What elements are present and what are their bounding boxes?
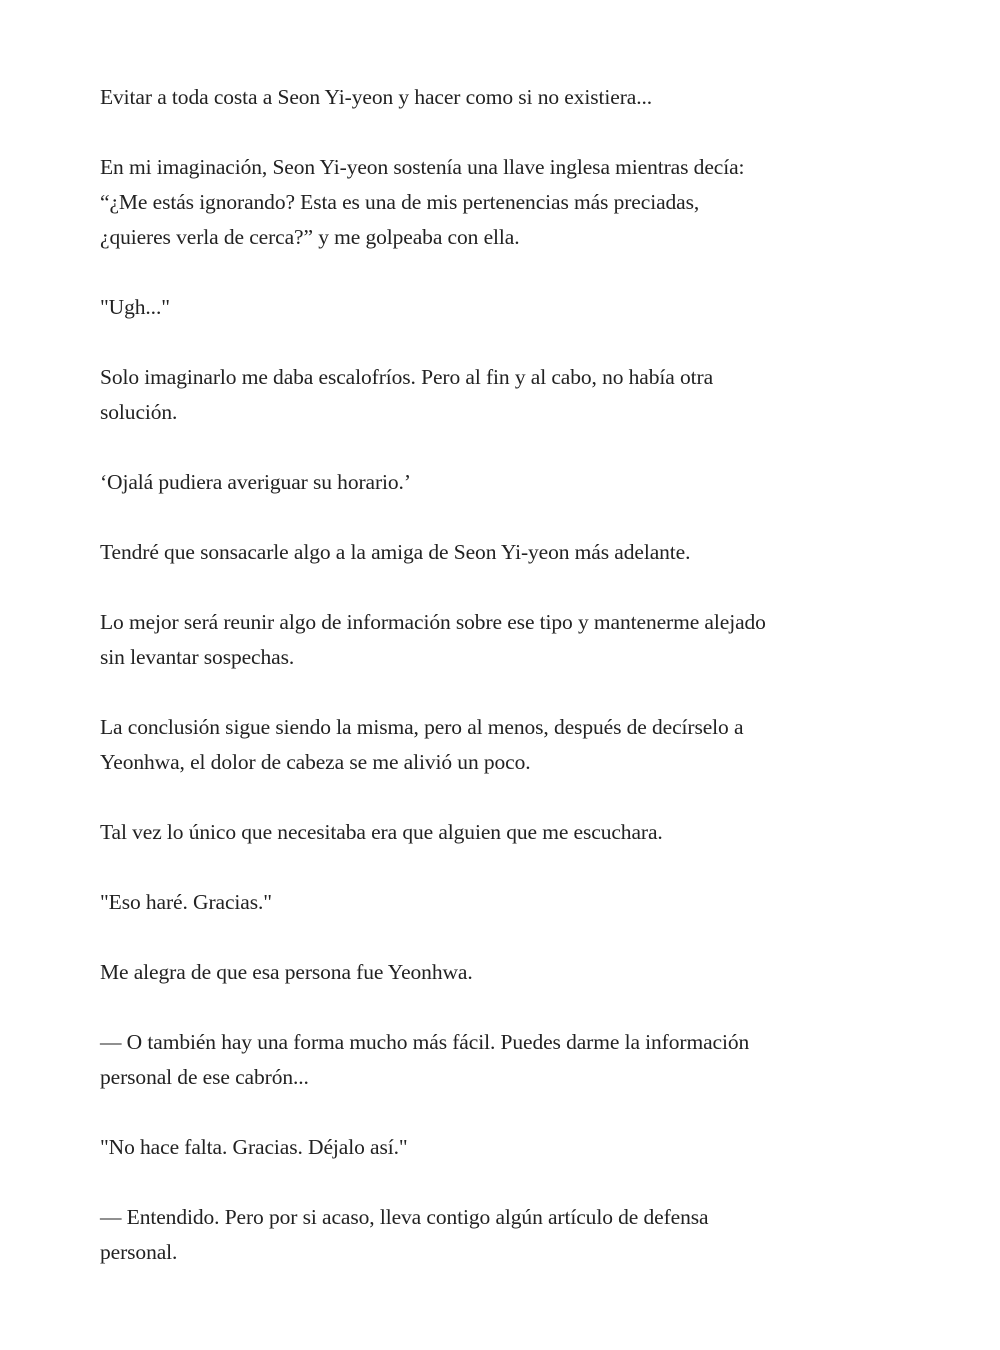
paragraph-11 [100, 955, 900, 990]
text-line: Tal vez lo único que necesitaba era que alguien que me escuchara. [100, 820, 663, 844]
text-line: — O también hay una forma mucho más fácil. Puedes darme la información [100, 1030, 750, 1054]
paragraph-14 [100, 1200, 900, 1270]
text-line: Yeonhwa, el dolor de cabeza se me alivió un poco. [100, 750, 531, 774]
text-line: personal de ese cabrón... [100, 1065, 309, 1089]
paragraph-2 [100, 150, 900, 255]
paragraph-12 [100, 1025, 900, 1095]
paragraph-6 [100, 535, 900, 570]
text-line: Solo imaginarlo me daba escalofríos. Pero al fin y al cabo, no había otra [100, 365, 714, 389]
paragraph-5 [100, 465, 900, 500]
text-line: sin levantar sospechas. [100, 645, 295, 669]
text-line: personal. [100, 1240, 178, 1264]
text-line: En mi imaginación, Seon Yi-yeon sostenía una llave inglesa mientras decía: [100, 155, 745, 179]
text-line: solución. [100, 400, 178, 424]
text-line: Lo mejor será reunir algo de información sobre ese tipo y mantenerme alejado [100, 610, 766, 634]
text-line: La conclusión sigue siendo la misma, pero al menos, después de decírselo a [100, 715, 744, 739]
text-line: "Eso haré. Gracias." [100, 890, 272, 914]
paragraph-9 [100, 815, 900, 850]
text-line: ¿quieres verla de cerca?” y me golpeaba con ella. [100, 225, 520, 249]
text-line: Evitar a toda costa a Seon Yi-yeon y hacer como si no existiera... [100, 85, 653, 109]
paragraph-10 [100, 885, 900, 920]
text-line: "No hace falta. Gracias. Déjalo así." [100, 1135, 408, 1159]
text-line: Tendré que sonsacarle algo a la amiga de Seon Yi-yeon más adelante. [100, 540, 691, 564]
paragraph-3 [100, 290, 900, 325]
paragraph-13 [100, 1130, 900, 1165]
paragraph-1 [100, 80, 900, 115]
text-line: "Ugh..." [100, 295, 170, 319]
paragraph-4 [100, 360, 900, 430]
text-line: ‘Ojalá pudiera averiguar su horario.’ [100, 470, 411, 494]
text-line: Me alegra de que esa persona fue Yeonhwa. [100, 960, 473, 984]
paragraph-8 [100, 710, 900, 780]
reader-content [100, 80, 900, 1305]
paragraph-7 [100, 605, 900, 675]
text-line: — Entendido. Pero por si acaso, lleva contigo algún artículo de defensa [100, 1205, 709, 1229]
text-line: “¿Me estás ignorando? Esta es una de mis pertenencias más preciadas, [100, 190, 700, 214]
